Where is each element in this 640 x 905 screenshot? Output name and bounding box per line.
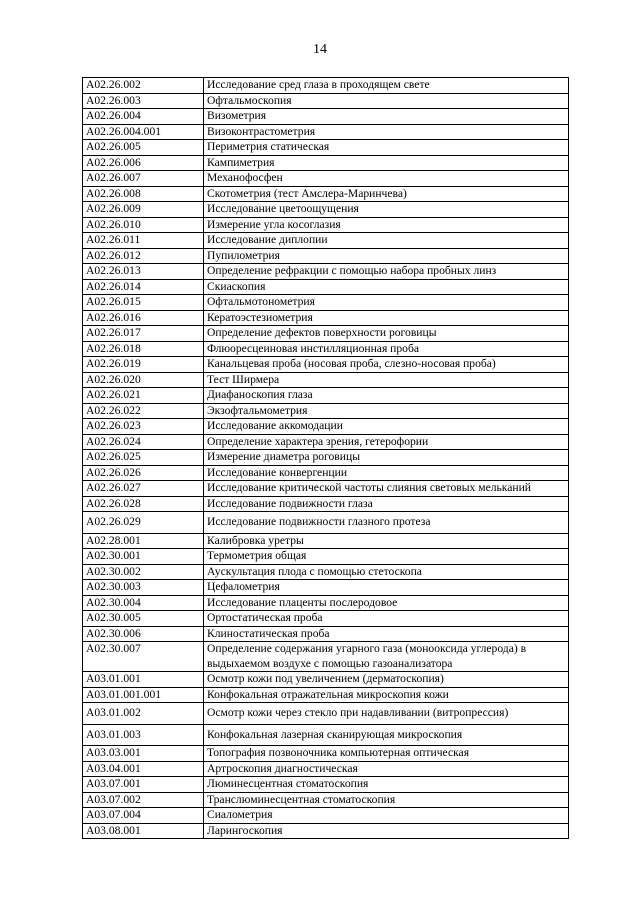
service-code-cell: A03.04.001: [83, 761, 204, 777]
service-name-cell: Цефалометрия: [204, 580, 569, 596]
service-name-cell: Определение дефектов поверхности роговицы: [204, 326, 569, 342]
service-name-cell: Исследование аккомодации: [204, 419, 569, 435]
service-code-cell: A02.26.013: [83, 264, 204, 280]
service-code-cell: A02.26.026: [83, 465, 204, 481]
page-number: 14: [313, 42, 327, 57]
table-row: [83, 171, 569, 187]
service-name-cell: Офтальмоскопия: [204, 93, 569, 109]
service-code-cell: A02.30.004: [83, 595, 204, 611]
service-code-cell: A02.26.007: [83, 171, 204, 187]
service-code-cell: A02.26.017: [83, 326, 204, 342]
table-row: [83, 403, 569, 419]
service-code-cell: A03.08.001: [83, 823, 204, 839]
service-name-cell: Транслюминесцентная стоматоскопия: [204, 792, 569, 808]
table-row: [83, 124, 569, 140]
service-name-cell: Экзофтальмометрия: [204, 403, 569, 419]
service-name-cell: Флюоресцеиновая инстилляционная проба: [204, 341, 569, 357]
service-name-cell: Топография позвоночника компьютерная оптическая: [204, 746, 569, 762]
table-row: [83, 496, 569, 512]
service-code-cell: A02.26.003: [83, 93, 204, 109]
table-row: [83, 434, 569, 450]
service-name-cell: Артроскопия диагностическая: [204, 761, 569, 777]
table-row: [83, 357, 569, 373]
service-name-cell: Клиностатическая проба: [204, 626, 569, 642]
service-code-cell: A02.30.006: [83, 626, 204, 642]
table-row: [83, 186, 569, 202]
table-row: [83, 233, 569, 249]
service-code-cell: A03.07.002: [83, 792, 204, 808]
service-code-cell: A02.26.006: [83, 155, 204, 171]
table-row: [83, 419, 569, 435]
service-code-cell: A02.30.001: [83, 549, 204, 565]
table-row: [83, 326, 569, 342]
table-row: [83, 746, 569, 762]
service-code-cell: A03.01.001.001: [83, 687, 204, 703]
table-row: [83, 93, 569, 109]
service-code-cell: A02.26.012: [83, 248, 204, 264]
table-row: [83, 78, 569, 94]
service-code-cell: A02.26.018: [83, 341, 204, 357]
service-code-cell: A02.26.029: [83, 512, 204, 534]
service-name-cell: Исследование конвергенции: [204, 465, 569, 481]
service-code-cell: A02.26.024: [83, 434, 204, 450]
table-row: [83, 595, 569, 611]
table-row: [83, 310, 569, 326]
service-name-cell: Скотометрия (тест Амслера-Маринчева): [204, 186, 569, 202]
table-row: [83, 792, 569, 808]
service-name-cell: Измерение диаметра роговицы: [204, 450, 569, 466]
service-code-cell: A02.26.023: [83, 419, 204, 435]
service-code-cell: A02.26.022: [83, 403, 204, 419]
table-row: [83, 465, 569, 481]
service-code-cell: A03.01.001: [83, 672, 204, 688]
table-row: [83, 672, 569, 688]
service-name-cell: Измерение угла косоглазия: [204, 217, 569, 233]
service-code-cell: A02.26.014: [83, 279, 204, 295]
service-name-cell: Исследование критической частоты слияния световых мельканий: [204, 481, 569, 497]
table-row: [83, 761, 569, 777]
service-name-cell: Конфокальная отражательная микроскопия кожи: [204, 687, 569, 703]
service-name-cell: Исследование сред глаза в проходящем свете: [204, 78, 569, 94]
service-name-cell: Тест Ширмера: [204, 372, 569, 388]
service-code-cell: A03.03.001: [83, 746, 204, 762]
service-name-cell: Периметрия статическая: [204, 140, 569, 156]
service-name-cell: Скиаскопия: [204, 279, 569, 295]
service-code-cell: A02.26.010: [83, 217, 204, 233]
service-name-cell: Осмотр кожи через стекло при надавливании (витропрессия): [204, 703, 569, 725]
service-name-cell: Калибровка уретры: [204, 533, 569, 549]
service-code-cell: A02.26.008: [83, 186, 204, 202]
service-code-cell: A02.26.025: [83, 450, 204, 466]
table-row: [83, 703, 569, 725]
service-name-cell: Аускультация плода с помощью стетоскопа: [204, 564, 569, 580]
service-code-cell: A03.01.003: [83, 724, 204, 746]
table-row: [83, 512, 569, 534]
service-name-cell: Кератоэстезиометрия: [204, 310, 569, 326]
table-row: [83, 388, 569, 404]
service-name-cell: Исследование цветоощущения: [204, 202, 569, 218]
service-code-cell: A02.28.001: [83, 533, 204, 549]
table-row: [83, 155, 569, 171]
table-row: [83, 808, 569, 824]
service-name-cell: Диафаноскопия глаза: [204, 388, 569, 404]
table-row: [83, 580, 569, 596]
table-row: [83, 295, 569, 311]
table-row: [83, 109, 569, 125]
services-table: [82, 77, 569, 839]
service-code-cell: A02.26.004: [83, 109, 204, 125]
service-code-cell: A02.30.005: [83, 611, 204, 627]
service-name-cell: Канальцевая проба (носовая проба, слезно-носовая проба): [204, 357, 569, 373]
service-name-cell: Термометрия общая: [204, 549, 569, 565]
service-name-cell: Осмотр кожи под увеличением (дерматоскопия): [204, 672, 569, 688]
service-name-cell: Кампиметрия: [204, 155, 569, 171]
service-name-cell: Исследование плаценты послеродовое: [204, 595, 569, 611]
table-row: [83, 687, 569, 703]
service-code-cell: A02.26.011: [83, 233, 204, 249]
table-row: [83, 823, 569, 839]
service-code-cell: A02.26.004.001: [83, 124, 204, 140]
service-code-cell: A02.30.002: [83, 564, 204, 580]
table-row: [83, 264, 569, 280]
table-row: [83, 140, 569, 156]
service-name-cell: Определение рефракции с помощью набора пробных линз: [204, 264, 569, 280]
table-row: [83, 372, 569, 388]
table-row: [83, 450, 569, 466]
service-name-cell: Ларингоскопия: [204, 823, 569, 839]
table-row: [83, 279, 569, 295]
table-row: [83, 217, 569, 233]
service-code-cell: A02.30.003: [83, 580, 204, 596]
service-code-cell: A02.26.009: [83, 202, 204, 218]
service-code-cell: A02.26.020: [83, 372, 204, 388]
table-row: [83, 724, 569, 746]
service-name-cell: Офтальмотонометрия: [204, 295, 569, 311]
service-name-cell: Определение характера зрения, гетерофории: [204, 434, 569, 450]
service-code-cell: A02.26.002: [83, 78, 204, 94]
service-code-cell: A02.26.021: [83, 388, 204, 404]
services-table-body: [83, 78, 569, 839]
service-code-cell: A02.26.016: [83, 310, 204, 326]
table-row: [83, 642, 569, 672]
service-name-cell: Исследование подвижности глаза: [204, 496, 569, 512]
service-name-cell: Пупилометрия: [204, 248, 569, 264]
table-row: [83, 533, 569, 549]
table-row: [83, 611, 569, 627]
service-name-cell: Сиалометрия: [204, 808, 569, 824]
service-name-cell: Ортостатическая проба: [204, 611, 569, 627]
table-row: [83, 341, 569, 357]
table-row: [83, 626, 569, 642]
table-row: [83, 549, 569, 565]
table-row: [83, 248, 569, 264]
service-code-cell: A03.07.004: [83, 808, 204, 824]
table-row: [83, 481, 569, 497]
service-code-cell: A02.26.015: [83, 295, 204, 311]
service-name-cell: Определение содержания угарного газа (монооксида углерода) в выдыхаемом воздухе с помощью газоанализатора: [204, 642, 569, 672]
service-code-cell: A02.26.027: [83, 481, 204, 497]
service-code-cell: A02.26.005: [83, 140, 204, 156]
service-name-cell: Исследование диплопии: [204, 233, 569, 249]
table-row: [83, 564, 569, 580]
service-code-cell: A02.26.019: [83, 357, 204, 373]
service-name-cell: Конфокальная лазерная сканирующая микроскопия: [204, 724, 569, 746]
service-code-cell: A02.30.007: [83, 642, 204, 672]
service-name-cell: Визометрия: [204, 109, 569, 125]
service-name-cell: Люминесцентная стоматоскопия: [204, 777, 569, 793]
service-code-cell: A03.07.001: [83, 777, 204, 793]
service-name-cell: Механофосфен: [204, 171, 569, 187]
service-code-cell: A02.26.028: [83, 496, 204, 512]
table-row: [83, 202, 569, 218]
table-row: [83, 777, 569, 793]
service-code-cell: A03.01.002: [83, 703, 204, 725]
service-name-cell: Исследование подвижности глазного протеза: [204, 512, 569, 534]
service-name-cell: Визоконтрастометрия: [204, 124, 569, 140]
